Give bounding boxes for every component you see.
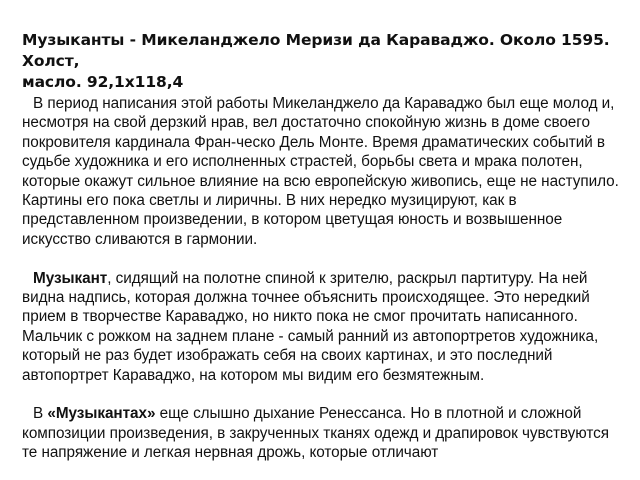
title-line-1: Музыканты - Микеланджело Меризи да Караваджо. Около 1595. Холст,	[22, 31, 610, 70]
paragraph-intro	[22, 94, 622, 249]
paragraph-renaissance	[22, 404, 622, 462]
paragraph-lead-term: Музыкант	[33, 269, 108, 287]
title-line-2: масло. 92,1х118,4	[22, 73, 184, 91]
paragraph-prefix: В	[33, 405, 48, 423]
paragraph-text: В период написания этой работы Микеланджело да Караваджо был еще молод и, несмотря на свой дерзкий нрав, вел достаточно спокойную жизнь в доме своего покровителя кардинала Фран-ческо Дель Монте. Время драматических событий в судьбе художника и его исполненных страстей, борьбы света и мрака полотен, которые окажут сильное влияние на всю европейскую живопись, еще не наступило. Картины его пока светлы и лиричны. В них нередко музицируют, как в представленном произведении, в котором цветущая юность и возвышенное искусство сливаются в гармонии.	[22, 95, 619, 248]
document-body	[22, 94, 622, 480]
document-title	[22, 30, 622, 93]
paragraph-text: еще слышно дыхание Ренессанса. Но в плотной и сложной композиции произведения, в закрученных тканях одежд и драпировок чувствуются те напряжение и легкая нервная дрожь, которые отличают	[22, 405, 609, 462]
paragraph-text: , сидящий на полотне спиной к зрителю, раскрыл партитуру. На ней видна надпись, которая должна точнее объяснить происходящее. Это нередкий прием в творчестве Караваджо, но никто пока не смог прочитать написанного. Мальчик с рожком на заднем плане - самый ранний из автопортретов художника, который не раз будет изображать себя на своих картинах, и это последний автопортрет Караваджо, на котором мы видим его безмятежным.	[22, 269, 599, 384]
paragraph-musician	[22, 269, 622, 385]
paragraph-lead-term: «Музыкантах»	[47, 405, 156, 423]
